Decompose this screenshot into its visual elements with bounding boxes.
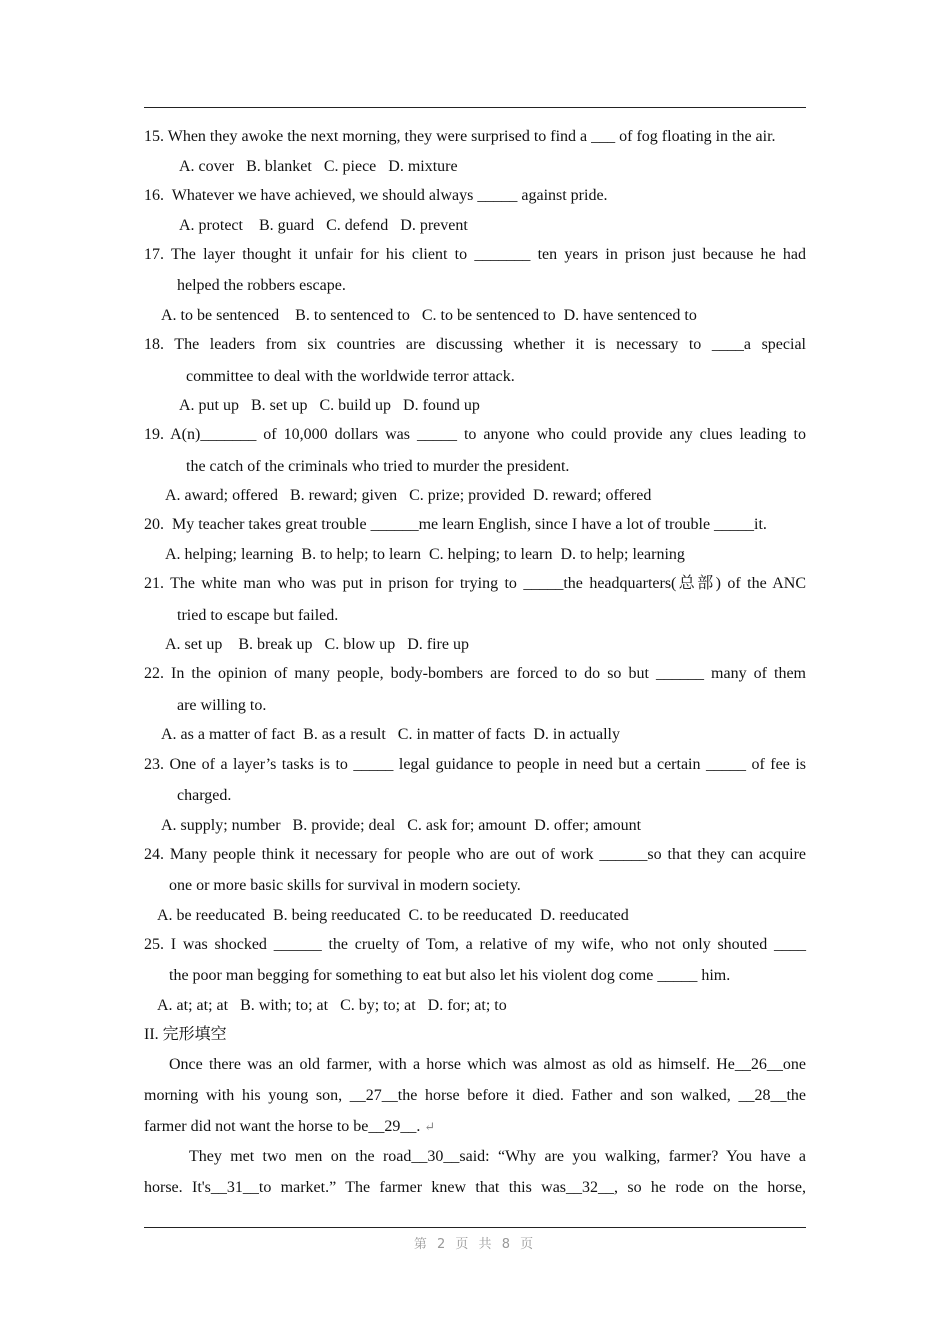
cloze-paragraph-2-line1: They met two men on the road__30__said: “Why are you walking, farmer? You have a — [189, 1148, 806, 1165]
question-17-stem-line2: helped the robbers escape. — [177, 277, 346, 294]
question-23-options: A. supply; number B. provide; deal C. ask for; amount D. offer; amount — [161, 817, 642, 834]
question-24-stem-line2: one or more basic skills for survival in modern society. — [169, 877, 521, 894]
question-16-stem: 16. Whatever we have achieved, we should always _____ against pride. — [144, 187, 608, 204]
question-17-stem-line1: 17. The layer thought it unfair for his client to _______ ten years in prison just because he had — [144, 246, 806, 263]
section-heading: II. 完形填空 — [144, 1026, 227, 1043]
question-23-stem-line1: 23. One of a layer’s tasks is to _____ legal guidance to people in need but a certain _____ of fee is — [144, 756, 806, 773]
question-18-options: A. put up B. set up C. build up D. found up — [179, 397, 480, 414]
question-18-stem-line2: committee to deal with the worldwide terror attack. — [186, 368, 515, 385]
question-20-stem: 20. My teacher takes great trouble ______me learn English, since I have a lot of trouble _____it. — [144, 516, 767, 533]
question-25-options: A. at; at; at B. with; to; at C. by; to; at D. for; at; to — [157, 997, 507, 1014]
cloze-paragraph-1-line2: morning with his young son, __27__the horse before it died. Father and son walked, __28__the — [144, 1087, 806, 1104]
question-21-stem-line1: 21. The white man who was put in prison for trying to _____the headquarters(总部) of the ANC — [144, 575, 806, 592]
question-15-options: A. cover B. blanket C. piece D. mixture — [179, 158, 458, 175]
question-22-stem-line1: 22. In the opinion of many people, body-bombers are forced to do so but ______ many of them — [144, 665, 806, 682]
question-25-stem-line2: the poor man begging for something to eat but also let his violent dog come _____ him. — [169, 967, 731, 984]
question-17-options: A. to be sentenced B. to sentenced to C. to be sentenced to D. have sentenced to — [161, 307, 697, 324]
question-18-stem-line1: 18. The leaders from six countries are discussing whether it is necessary to ____a special — [144, 336, 806, 353]
cloze-paragraph-1-line3 — [144, 1117, 435, 1137]
page-number: 第 2 页 共 8 页 — [413, 1237, 537, 1252]
question-24-stem-line1: 24. Many people think it necessary for people who are out of work ______so that they can acquire — [144, 846, 806, 863]
question-20-options: A. helping; learning B. to help; to learn C. helping; to learn D. to help; learning — [165, 546, 685, 563]
header-rule — [144, 107, 806, 108]
question-19-stem-line1: 19. A(n)_______ of 10,000 dollars was _____ to anyone who could provide any clues leading to — [144, 426, 806, 443]
question-25-stem-line1: 25. I was shocked ______ the cruelty of Tom, a relative of my wife, who not only shouted ____ — [144, 936, 806, 953]
cloze-paragraph-1-line1: Once there was an old farmer, with a horse which was almost as old as himself. He__26__one — [169, 1056, 806, 1073]
question-15-stem: 15. When they awoke the next morning, they were surprised to find a ___ of fog floating in the air. — [144, 128, 776, 145]
question-19-options: A. award; offered B. reward; given C. prize; provided D. reward; offered — [165, 487, 652, 504]
cloze-paragraph-1-line3-text: farmer did not want the horse to be__29__. — [144, 1118, 421, 1135]
question-21-options: A. set up B. break up C. blow up D. fire up — [165, 636, 469, 653]
question-16-options: A. protect B. guard C. defend D. prevent — [179, 217, 468, 234]
question-23-stem-line2: charged. — [177, 787, 232, 804]
footer-rule — [144, 1227, 806, 1228]
question-19-stem-line2: the catch of the criminals who tried to murder the president. — [186, 458, 570, 475]
question-22-stem-line2: are willing to. — [177, 697, 267, 714]
question-21-stem-line2: tried to escape but failed. — [177, 607, 339, 624]
question-24-options: A. be reeducated B. being reeducated C. to be reeducated D. reeducated — [157, 907, 629, 924]
question-22-options: A. as a matter of fact B. as a result C. in matter of facts D. in actually — [161, 726, 620, 743]
paragraph-mark-icon: ↵ — [424, 1119, 436, 1134]
cloze-paragraph-2-line2: horse. It's__31__to market.” The farmer knew that this was__32__, so he rode on the horse, — [144, 1179, 806, 1196]
